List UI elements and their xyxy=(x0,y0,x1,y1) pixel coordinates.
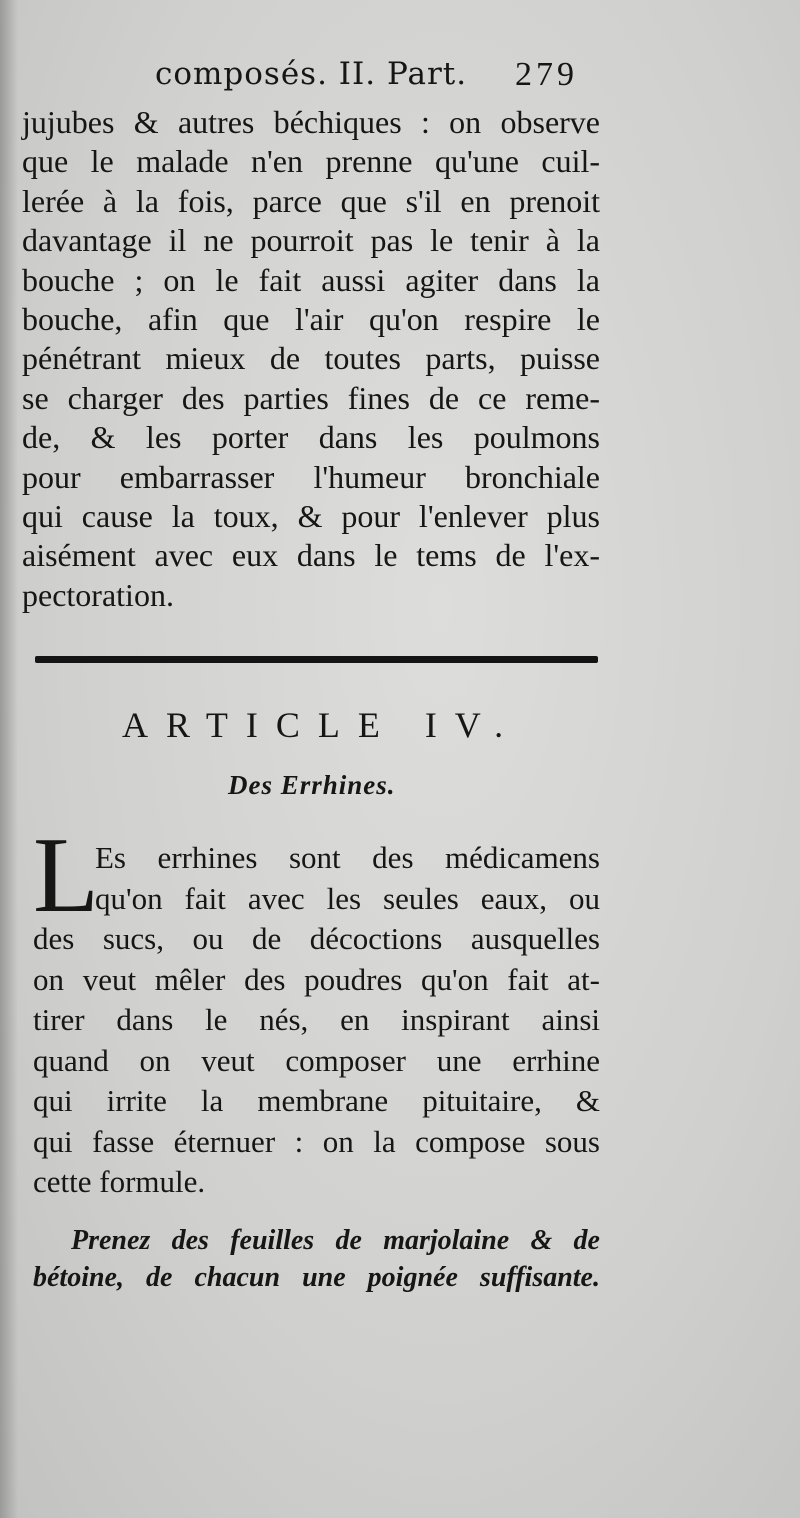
text-line: bouche ; on le fait aussi agiter dans la xyxy=(22,261,600,298)
page-header xyxy=(0,56,800,100)
text-line: bouche, afin que l'air qu'on respire le xyxy=(22,301,600,338)
text-line: davantage il ne pourroit pas le tenir à la xyxy=(22,222,600,259)
text-line: aisément avec eux dans le tems de l'ex- xyxy=(22,537,600,574)
text-line: qui irrite la membrane pituitaire, & xyxy=(33,1083,600,1118)
article-subheading: Des Errhines. xyxy=(228,770,396,800)
text-line: qui cause la toux, & pour l'enlever plus xyxy=(22,498,600,535)
text-line: jujubes & autres béchiques : on observe xyxy=(22,104,600,140)
page-gutter-shadow xyxy=(0,0,18,1518)
text-line: Es errhines sont des médicamens xyxy=(95,840,600,875)
text-line: de, & les porter dans les poulmons xyxy=(22,419,600,456)
section-divider xyxy=(35,656,598,663)
paragraph-errhines xyxy=(33,838,600,1203)
text-line: se charger des parties fines de ce reme- xyxy=(22,379,600,416)
text-line: pectoration. xyxy=(22,576,174,613)
text-line: pour embarrasser l'humeur bronchiale xyxy=(22,458,600,495)
text-line: pénétrant mieux de toutes parts, puisse xyxy=(22,340,600,377)
text-line: bétoine, de chacun une poignée suffisante. xyxy=(33,1262,600,1293)
text-line: quand on veut composer une errhine xyxy=(33,1042,600,1078)
paragraph-continued xyxy=(22,103,600,615)
running-head: composés. II. Part. xyxy=(155,56,468,92)
text-line: qui fasse éternuer : on la compose sous xyxy=(33,1123,600,1159)
text-line: Prenez des feuilles de marjolaine & de xyxy=(71,1225,600,1256)
text-line: qu'on fait avec les seules eaux, ou xyxy=(95,880,600,916)
text-line: des sucs, ou de décoctions ausquelles xyxy=(33,921,600,956)
text-line: lerée à la fois, parce que s'il en prenoit xyxy=(22,182,600,219)
recipe-formula xyxy=(33,1222,600,1296)
text-line: on veut mêler des poudres qu'on fait at- xyxy=(33,961,600,997)
text-line: que le malade n'en prenne qu'une cuil- xyxy=(22,143,600,180)
drop-cap: L xyxy=(33,816,99,935)
text-line: cette formule. xyxy=(33,1164,206,1199)
article-heading: ARTICLE IV. xyxy=(122,705,522,745)
text-line: tirer dans le nés, en inspirant ainsi xyxy=(33,1002,600,1037)
page-number: 279 xyxy=(515,56,578,93)
